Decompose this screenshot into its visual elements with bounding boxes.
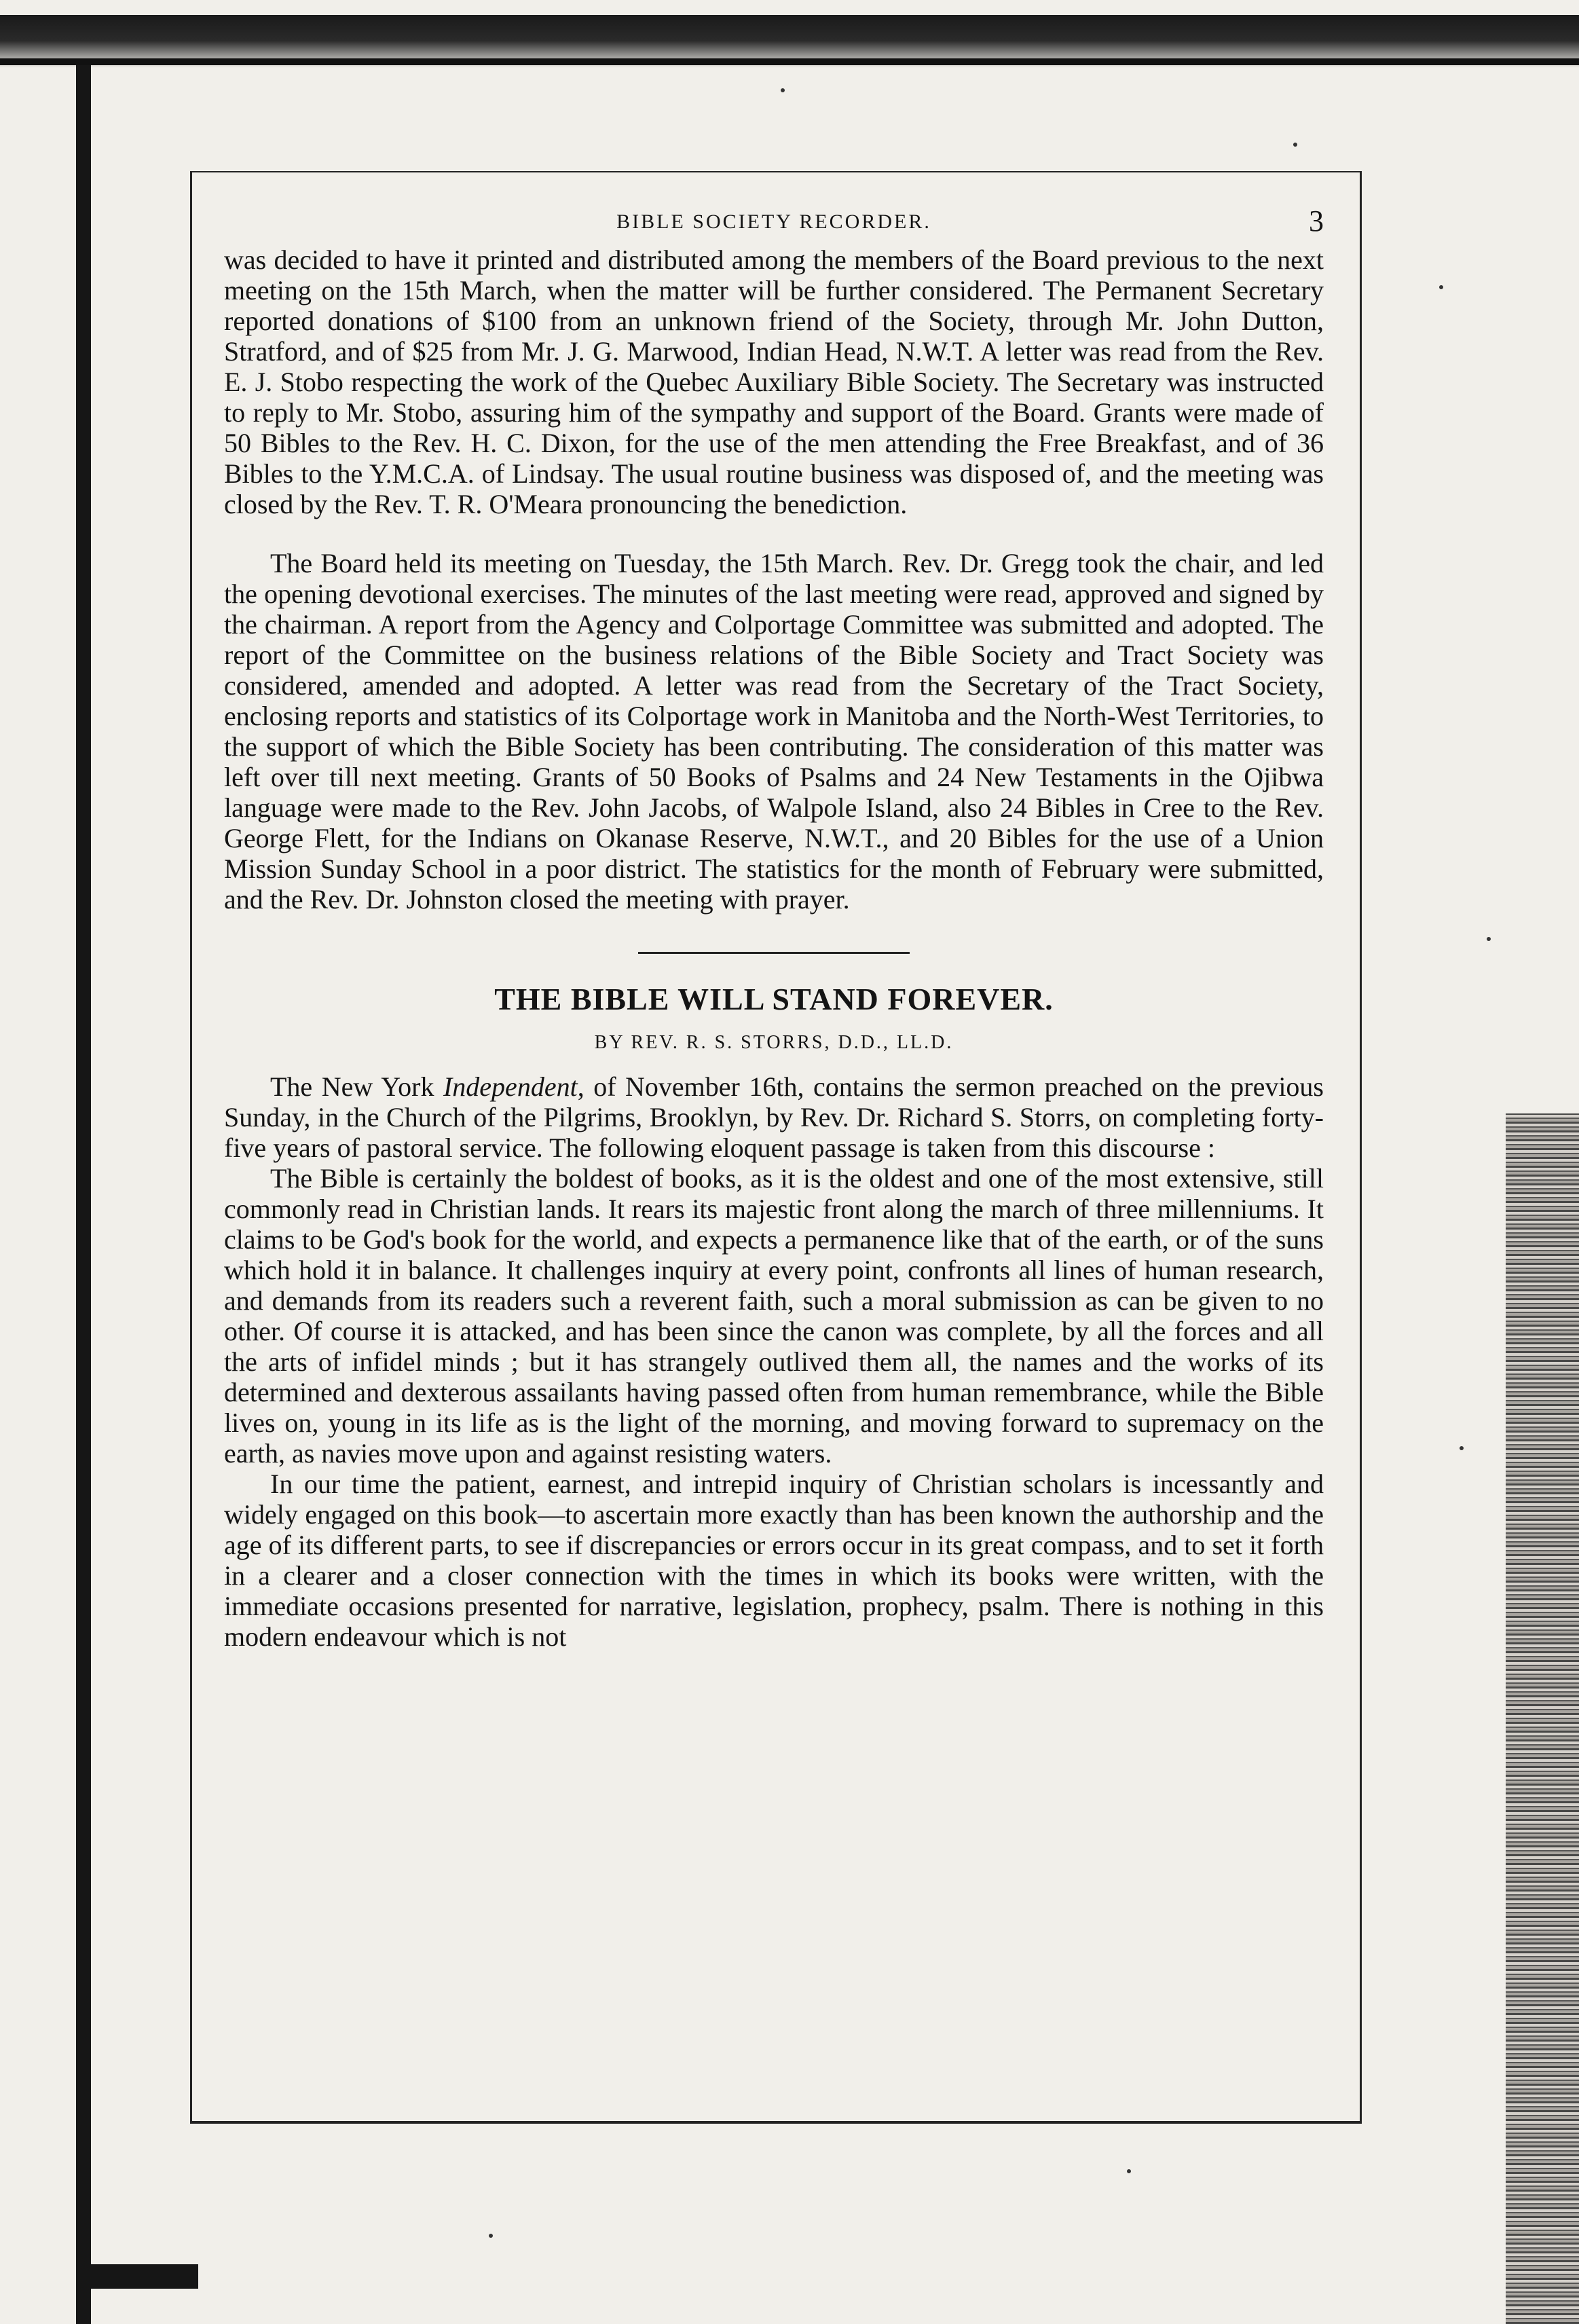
scan-speck xyxy=(1487,937,1491,941)
scan-binding-edge xyxy=(76,65,91,2324)
scan-top-rule xyxy=(0,58,1579,65)
running-title: BIBLE SOCIETY RECORDER. xyxy=(616,210,931,233)
page-number: 3 xyxy=(1309,204,1324,238)
article-byline: BY REV. R. S. STORRS, D.D., LL.D. xyxy=(594,1032,954,1053)
article-intro-start: The New York xyxy=(270,1071,443,1102)
scan-speck xyxy=(1293,143,1297,147)
scan-speck xyxy=(781,88,785,92)
report-paragraph-continued: was decided to have it printed and distributed among the members of the Board previous to the next meeting on the 15th March, when the matter will be further considered. The Permanent Secretary reported donations of $100 from an unknown friend of the Society, through Mr. John Dutton, Stratford, and of $25 from Mr. J. G. Marwood, Indian Head, N.W.T. A letter was read from the Rev. E. J. Stobo respecting the work of the Quebec Auxiliary Bible Society. The Secretary was instructed to reply to Mr. Stobo, assuring him of the sympathy and support of the Board. Grants were made of 50 Bibles to the Rev. H. C. Dixon, for the use of the men attending the Free Breakfast, and of 36 Bibles to the Y.M.C.A. of Lindsay. The usual routine business was disposed of, and the meeting was closed by the Rev. T. R. O'Meara pronouncing the benediction. xyxy=(224,244,1324,519)
section-divider xyxy=(638,952,910,954)
scan-page-edge xyxy=(1506,1113,1579,2324)
publication-title: Independent xyxy=(443,1071,578,1102)
running-head xyxy=(224,204,1324,244)
article-intro xyxy=(224,1071,1324,1163)
article-headline: THE BIBLE WILL STAND FOREVER. xyxy=(494,982,1054,1016)
scan-binding-foot xyxy=(76,2264,198,2289)
article-intro-rest: , of November 16th, contains the sermon preached on the previous Sunday, in the Church of the Pilgrims, Brooklyn, by Rev. Dr. Richard S. Storrs, on completing forty-five years of pastoral service. The following eloquent passage is taken from this discourse : xyxy=(224,1071,1324,1163)
report-paragraph-march-meeting: The Board held its meeting on Tuesday, the 15th March. Rev. Dr. Gregg took the chair, and led the opening devotional exercises. The minutes of the last meeting were read, approved and signed by the chairman. A report from the Agency and Colportage Committee was submitted and adopted. The report of the Committee on the business relations of the Bible Society and Tract Society was considered, amended and adopted. A letter was read from the Secretary of the Tract Society, enclosing reports and statistics of its Colportage work in Manitoba and the North-West Territories, to the support of which the Bible Society has been contributing. The consideration of this matter was left over till next meeting. Grants of 50 Books of Psalms and 24 New Testaments in the Ojibwa language were made to the Rev. John Jacobs, of Walpole Island, also 24 Bibles in Cree to the Rev. George Flett, for the Indians on Okanase Reserve, N.W.T., and 20 Bibles for the use of a Union Mission Sunday School in a poor district. The statistics for the month of February were submitted, and the Rev. Dr. Johnston closed the meeting with prayer. xyxy=(224,548,1324,915)
article-paragraph: In our time the patient, earnest, and intrepid inquiry of Christian scholars is incessantly and widely engaged on this book—to ascertain more exactly than has been known the authorship and the age of its different parts, to see if discrepancies or errors occur in its great compass, and to set it forth in a clearer and a closer connection with the times in which its books were written, with the immediate occasions presented for narrative, legislation, prophecy, psalm. There is nothing in this modern endeavour which is not xyxy=(224,1469,1324,1652)
scan-speck xyxy=(1460,1446,1464,1450)
scan-speck xyxy=(1439,285,1443,289)
article-paragraph: The Bible is certainly the boldest of books, as it is the oldest and one of the most extensive, still commonly read in Christian lands. It rears its majestic front along the march of three millenniums. It claims to be God's book for the world, and expects a permanence like that of the earth, or of the suns which hold it in balance. It challenges inquiry at every point, confronts all lines of human research, and demands from its readers such a reverent faith, such a moral submission as can be given to no other. Of course it is attacked, and has been since the canon was complete, by all the forces and all the arts of infidel minds ; but it has strangely outlived them all, the names and the works of its determined and dexterous assailants having passed often from human remembrance, while the Bible lives on, young in its life as is the light of the morning, and moving forward to supremacy on the earth, as navies move upon and against resisting waters. xyxy=(224,1163,1324,1469)
scan-speck xyxy=(489,2234,493,2238)
page-content xyxy=(224,204,1324,1652)
scan-speck xyxy=(1127,2169,1131,2173)
